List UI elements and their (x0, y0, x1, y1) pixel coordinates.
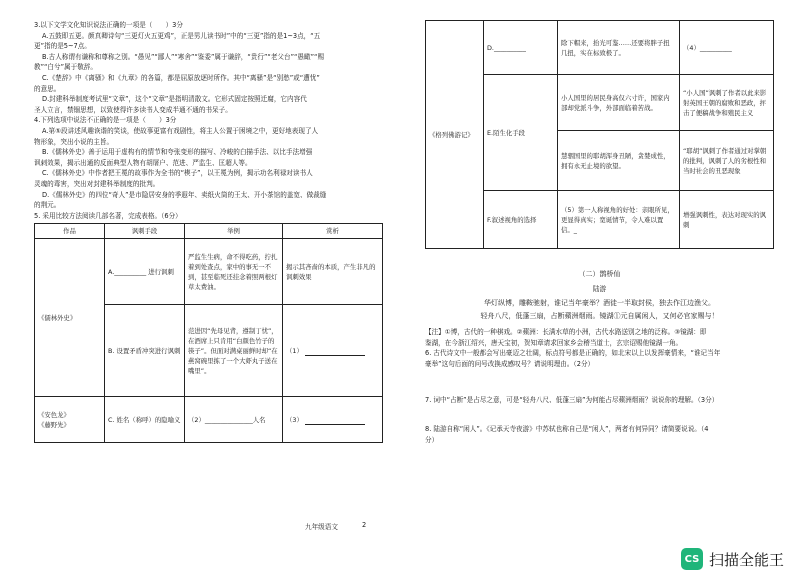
scanner-watermark (681, 548, 784, 570)
method-cell: B. 设置矛盾冲突进行讽刺 (105, 305, 185, 397)
table-header-row (35, 224, 383, 239)
q3-option-c-cont: 的意思。 (34, 84, 61, 93)
book-cell: 《安色龙》 《藤野先》 (35, 397, 105, 443)
book-rulin: 《儒林外史》 (35, 239, 105, 397)
q4-option-a: A.第⑤段讲述风趣诙谐的笑谈，使故事更富有戏剧性，将主人公置于困境之中，更好地表现了人 (42, 126, 319, 135)
table-row (35, 239, 383, 305)
q3-option-a: A.五鼓即五更。颜真卿诗句“三更灯火五更鸡”，正是男儿读书时”中的“三更”指的是1~3点，“五 (42, 31, 321, 40)
poem-line-2: 轻舟八尺，低蓬三扇，占断蘋洲烟雨。镜湖①元自属闲人，又何必官家赐与！ (480, 312, 719, 320)
analysis-cell: “小人国”讽刺了作者以此来影射英国王朝的腐败和恶政，抨击了便稿战争和殖民主义 (680, 75, 774, 131)
q3-stem: 3.以下文学文化知识说法正确的一项是（ ）3分 (34, 21, 183, 29)
answer-blank[interactable] (305, 417, 365, 425)
right-page (397, 0, 794, 579)
q3-option-b: B.古人称谓有谦称和尊称之别。“愚见”“鄙人”“寒舍”“鉴委”属于谦辞，“贵行”“老父台”“愚瞰”“赐 (42, 52, 325, 61)
poem-notes-cont: 鉴湖，在今浙江绍兴，唐天宝初，贺知章请求回家乡会稽当道士，玄宗诏赐他镜湖一角。 (425, 338, 683, 347)
comparison-table-left (34, 223, 383, 443)
answer-label: （1） (286, 346, 303, 355)
example-cell: 范进因“先母见背，遵制丁忧”，在酒席上只肯用“白颜色竹子的筷子”。但面对满桌丽鲜时却“在燕窝碗里拣了一个大虾丸子送在嘴里”。 (185, 305, 283, 397)
poem-author: 陆游 (592, 285, 607, 293)
q5-stem: 5. 采用比较方法阅读几部名著，完成表格。（6分） (34, 211, 182, 220)
method-cell[interactable]: D.__________ (484, 21, 558, 75)
example-cell[interactable]: （5）第一人称视角的好处：亲眼所见，更显得真实；宽诞情节，令人难以置信。_ (558, 191, 680, 249)
watermark-text: 扫描全能王 (708, 550, 784, 569)
poem-notes: 【注】①博，古代的一种棋戏。②蘋洲：长满水草的小洲，古代水路送别之地的泛称。③镜湖：即 (425, 328, 707, 336)
section-title: （二）鹊桥仙 (578, 270, 621, 278)
q3-option-b-cont: 教”“白兮”属于敬辞。 (34, 63, 97, 72)
q3-option-c: C.《楚辞》中《离骚》和《九章》的各篇，都是屈原放逐时所作。其中“离骚”是“别愁”或“遭忧” (42, 73, 320, 82)
analysis-cell: 揭示其吝啬的本质，产生非凡的讽刺效果 (283, 239, 383, 305)
example-cell: 小人国里的居民身高仅六寸许，国家内部却党派斗争，外部面临着苦战。 (558, 75, 680, 131)
q3-option-a-cont: 更”指的是5~7点。 (34, 42, 91, 51)
analysis-cell[interactable]: （4）__________ (680, 21, 774, 75)
analysis-cell[interactable] (283, 397, 383, 443)
analysis-cell[interactable] (283, 305, 383, 397)
comparison-table-right (425, 20, 774, 249)
analysis-cell: “耶胡”讽刺了作者通过对掌朝的批判，讽刺了人的劣根性和当时社会的丑恶现象 (680, 131, 774, 191)
header-work: 作品 (35, 224, 105, 239)
q8-stem-cont: 分） (425, 435, 439, 444)
method-cell: E.陌生化手段 (484, 75, 558, 191)
header-method: 讽刺手段 (105, 224, 185, 239)
q4-option-d-cont: 的荆元。 (34, 201, 61, 210)
q3-option-d: D.封建科举制度考试里“文章”，这个“文章”是指明清散文。它形式固定按照迁腐，它内容代 (42, 95, 307, 104)
example-cell: 严监生生病，命不得吃药，拧扎着到处查点，家中的事无一不到，甚至临死还挂念着照两根灯草太费油。 (185, 239, 283, 305)
camscanner-logo-icon: CS (681, 548, 703, 570)
q7-stem: 7. 词中“占断”是占尽之意，可是“轻舟八尺、低蓬三扇”为何能占尽蘋洲烟雨？说说你的理解。（3分） (425, 396, 719, 405)
answer-blank[interactable] (305, 348, 365, 356)
analysis-cell: 增强讽刺性，表达对现实的讽刺 (680, 191, 774, 249)
header-example: 举例 (185, 224, 283, 239)
table-row (35, 397, 383, 443)
table-row (426, 21, 774, 75)
method-cell: F.叙述视角的选择 (484, 191, 558, 249)
q3-option-d-cont: 圣人立言，禁锢思想，以致使得许多读书人变成半通不通的书呆子。 (34, 105, 232, 114)
example-cell: 慧骃国里的耶胡浑身丑陋，贪婪成性，拥有永无止境的欲望。 (558, 131, 680, 191)
footer-page-number: 2 (362, 521, 367, 529)
q6-stem-cont: 豪举”这句后面的问号改换成感叹号？请说明理由。（2分） (425, 359, 595, 368)
q4-option-c: C.《儒林外史》中作者把王冕的故事作为全书的“楔子”，以王冕为例，揭示功名利禄对读书人 (42, 169, 313, 178)
q4-option-b-cont: 讽刺效果，揭示出通的反面典型人物有胡屠户、范进、严监生、匡超人等。 (34, 158, 252, 167)
example-cell: 除下帽来，抬光可鉴……还要将胖子扭几扭，实在标致极了。 (558, 21, 680, 75)
q4-option-b: B.《儒林外史》善于运用于虚构有的情节和夸张变形的描写、冷峻的白描手法、以比手法增强 (42, 148, 313, 157)
example-cell[interactable]: （2）_______________人名 (185, 397, 283, 443)
method-cell: A.__________ 进行讽刺 (105, 239, 185, 305)
footer-subject: 九年级语文 (305, 523, 338, 531)
q4-option-c-cont: 灵魂的毒害，突出对封建科举制度的批判。 (34, 179, 160, 188)
header-analysis: 赏析 (283, 224, 383, 239)
answer-label: （3） (286, 415, 303, 424)
q8-stem: 8. 陆游自称“闲人”。《记承天寺夜游》中苏轼也称自己是“闲人”，两者有何异同？请简要说说。（4 (425, 424, 709, 433)
q4-stem: 4.下列选项中说法不正确的是一项是（ ）3分 (34, 116, 177, 125)
q4-option-d: D.《儒林外史》的四位“奇人”是市隐居安身的季遐年、卖纸火筒的王太、开小茶馆的盖宽、做裁缝 (42, 190, 327, 199)
q6-stem: 6. 古代诗文中一般都会写出豪迈之壮阔，标点符号都是正确的，如北宋以上以发挥豪情来，“谁记当年 (425, 349, 721, 358)
method-cell: C. 姓名（称呼）的隐喻义 (105, 397, 185, 443)
poem-line-1: 华灯纵博，雕鞍驰射，谁记当年豪举？酒徒一半取封侯，独去作江边渔父。 (484, 299, 715, 307)
book-gulliver: 《格列佛游记》 (426, 21, 484, 249)
q4-option-a-cont: 物形象，突出小说的主旨。 (34, 137, 114, 146)
